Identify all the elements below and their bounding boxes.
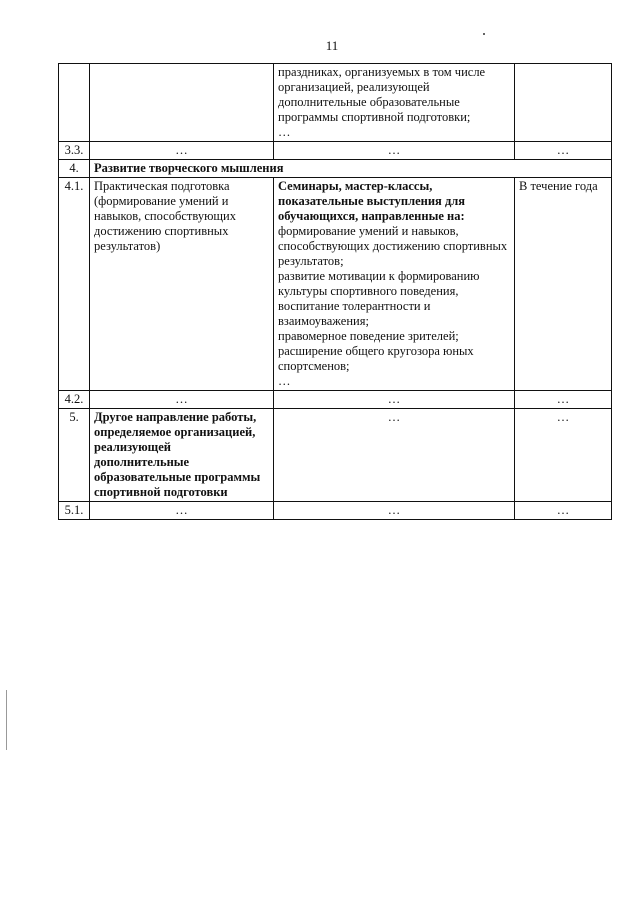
period-cell: … bbox=[515, 142, 612, 160]
row-number-cell: 4.1. bbox=[59, 178, 90, 391]
events-cell: … bbox=[274, 502, 515, 520]
events-cell bbox=[274, 64, 515, 142]
events-heading: Семинары, мастер-классы, показательные выступления для обучающихся, направленные на: bbox=[278, 179, 466, 223]
events-cell: … bbox=[274, 409, 515, 502]
table-row bbox=[59, 409, 612, 502]
scan-artifact-line bbox=[6, 690, 7, 750]
direction-cell: Практическая подготовка (формирование умений и навыков, способствующих достижению спортивных результатов) bbox=[90, 178, 274, 391]
direction-cell: Другое направление работы, определяемое организацией, реализующей дополнительные образовательные программы спортивной подготовки bbox=[90, 409, 274, 502]
direction-cell: … bbox=[90, 391, 274, 409]
row-number-cell bbox=[59, 64, 90, 142]
direction-cell: … bbox=[90, 142, 274, 160]
table-row bbox=[59, 391, 612, 409]
table-row bbox=[59, 64, 612, 142]
row-number-cell: 3.3. bbox=[59, 142, 90, 160]
events-cell bbox=[274, 178, 515, 391]
direction-cell: … bbox=[90, 502, 274, 520]
table-row bbox=[59, 160, 612, 178]
table-row bbox=[59, 502, 612, 520]
events-item: формирование умений и навыков, способствующих достижению спортивных результатов; bbox=[278, 224, 508, 268]
events-item: расширение общего кругозора юных спортсменов; bbox=[278, 344, 474, 373]
period-cell: … bbox=[515, 409, 612, 502]
period-cell: … bbox=[515, 502, 612, 520]
events-item: праздниках, организуемых в том числе организацией, реализующей дополнительные образовательные программы спортивной подготовки; bbox=[278, 65, 486, 124]
page-number: 11 bbox=[325, 38, 339, 53]
row-number-cell: 5. bbox=[59, 409, 90, 502]
period-cell: … bbox=[515, 391, 612, 409]
period-cell bbox=[515, 64, 612, 142]
direction-cell bbox=[90, 64, 274, 142]
row-number-cell: 4. bbox=[59, 160, 90, 178]
row-number-cell: 4.2. bbox=[59, 391, 90, 409]
events-item: … bbox=[278, 125, 291, 139]
scan-artifact-dot bbox=[483, 33, 485, 35]
activities-table bbox=[58, 63, 612, 520]
section-title-cell: Развитие творческого мышления bbox=[90, 160, 612, 178]
events-item: правомерное поведение зрителей; bbox=[278, 329, 459, 343]
table-row bbox=[59, 178, 612, 391]
table-row bbox=[59, 142, 612, 160]
events-cell: … bbox=[274, 391, 515, 409]
events-item: развитие мотивации к формированию культуры спортивного поведения, воспитание толерантности и взаимоуважения; bbox=[278, 269, 480, 328]
events-cell: … bbox=[274, 142, 515, 160]
row-number-cell: 5.1. bbox=[59, 502, 90, 520]
events-item: … bbox=[278, 374, 291, 388]
period-cell: В течение года bbox=[515, 178, 612, 391]
